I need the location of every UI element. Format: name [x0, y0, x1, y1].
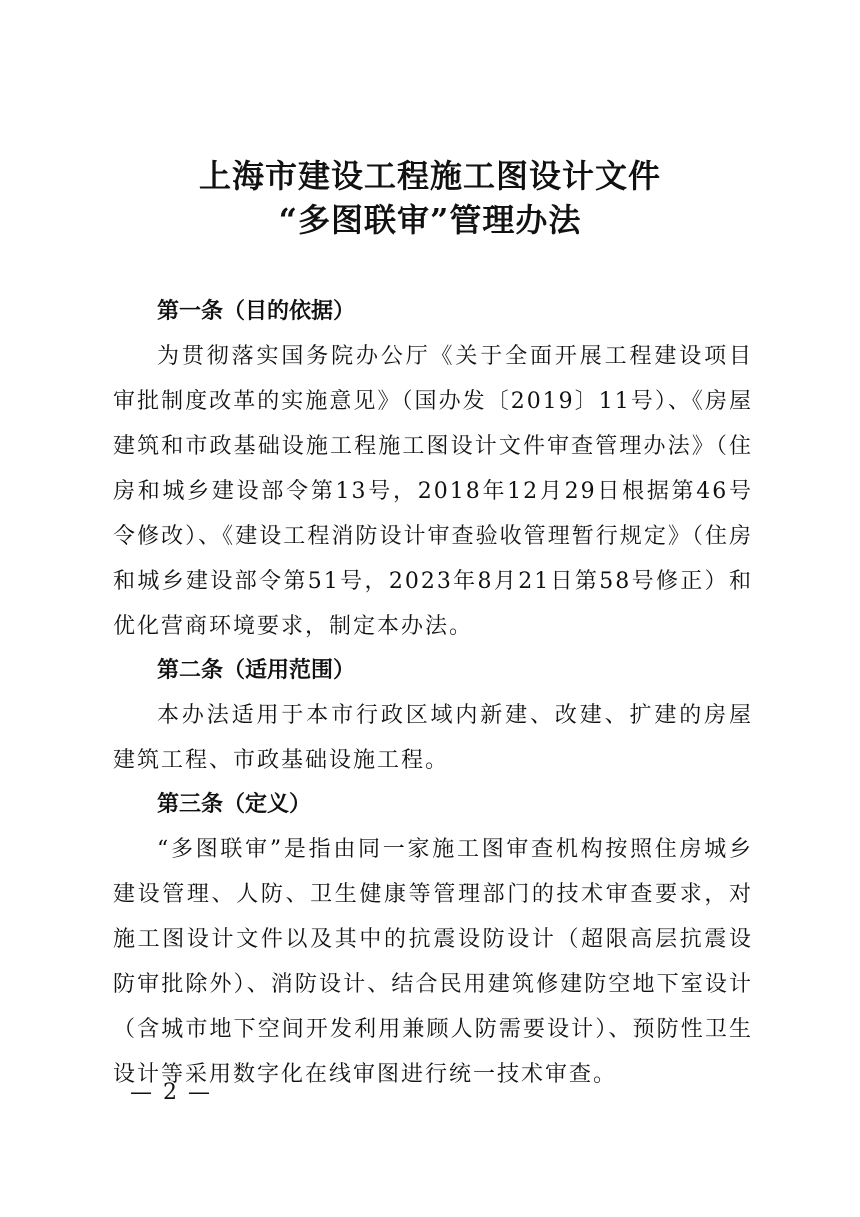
- article-heading: 第三条（定义）: [157, 792, 312, 817]
- article-heading: 第二条（适用范围）: [157, 658, 356, 683]
- document-body: [113, 290, 753, 1097]
- article-1: [113, 290, 753, 649]
- document-title-line-2: “多图联审”管理办法: [278, 201, 582, 239]
- article-3: [113, 783, 753, 1097]
- article-heading: 第一条（目的依据）: [157, 299, 356, 324]
- article-2: [113, 649, 753, 783]
- article-paragraph: 为贯彻落实国务院办公厅《关于全面开展工程建设项目审批制度改革的实施意见》（国办发〔2019〕11号）、《房屋建筑和市政基础设施工程施工图设计文件审查管理办法》（住房和城乡建设部令第13号，2018年12月29日根据第46号令修改）、《建设工程消防设计审查验收管理暂行规定》（住房和城乡建设部令第51号，2023年8月21日第58号修正）和优化营商环境要求，制定本办法。: [113, 344, 753, 639]
- article-paragraph: “多图联审”是指由同一家施工图审查机构按照住房城乡建设管理、人防、卫生健康等管理部门的技术审查要求，对施工图设计文件以及其中的抗震设防设计（超限高层抗震设防审批除外）、消防设计、结合民用建筑修建防空地下室设计（含城市地下空间开发利用兼顾人防需要设计）、预防性卫生设计等采用数字化在线审图进行统一技术审查。: [113, 837, 753, 1087]
- document-title-line-1: 上海市建设工程施工图设计文件: [198, 157, 661, 195]
- page-number: — 2 —: [130, 1080, 212, 1105]
- article-paragraph: 本办法适用于本市行政区域内新建、改建、扩建的房屋建筑工程、市政基础设施工程。: [113, 703, 753, 773]
